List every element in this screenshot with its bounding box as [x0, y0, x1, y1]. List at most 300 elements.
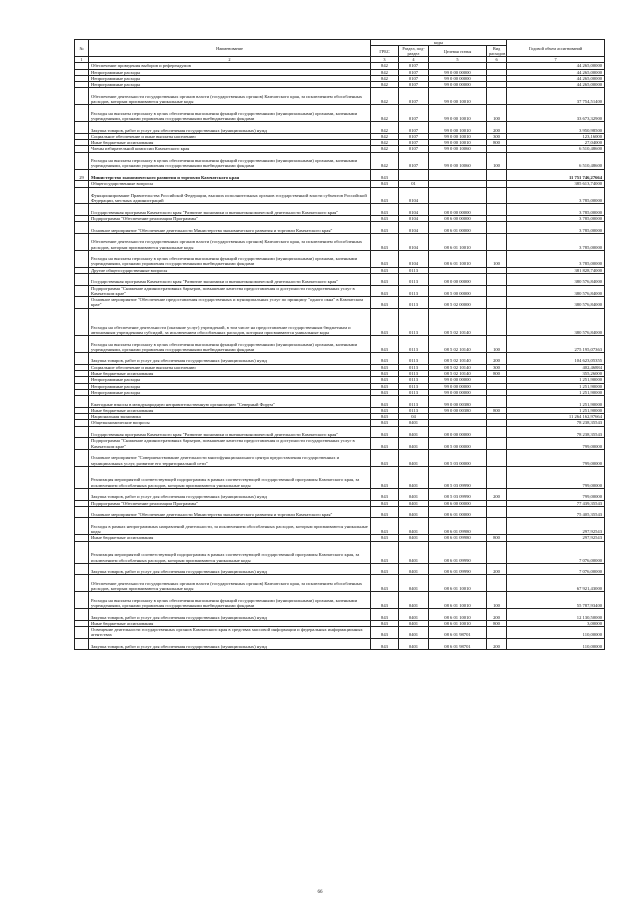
row-amount: 3 950,98500: [507, 122, 605, 134]
row-tsel: 08 5 02 10140: [429, 336, 487, 353]
row-tsel: 08 5 03 00000: [429, 449, 487, 466]
row-vid: [487, 88, 507, 105]
row-name: Общеэкономические вопросы: [89, 420, 371, 426]
row-vid: [487, 204, 507, 216]
row-grbs: 843: [371, 273, 399, 285]
row-vid: [487, 396, 507, 408]
row-tsel: 99 0 00 10010: [429, 122, 487, 134]
row-razd: 0107: [399, 122, 429, 134]
row-vid: 200: [487, 122, 507, 134]
row-number: [75, 488, 89, 500]
row-vid: 800: [487, 140, 507, 146]
row-grbs: 843: [371, 383, 399, 389]
row-razd: 0104: [399, 250, 429, 267]
row-name: Непрограммные расходы: [89, 377, 371, 383]
table-body: [75, 57, 605, 650]
budget-table: [74, 39, 605, 650]
row-name: Иные бюджетные ассигнования: [89, 535, 371, 541]
row-number: [75, 466, 89, 488]
row-grbs: 843: [371, 518, 399, 535]
row-razd: 0401: [399, 609, 429, 621]
row-tsel: 99 0 00 10010: [429, 133, 487, 139]
row-vid: 100: [487, 152, 507, 169]
header-amount: Годовой объем ассигнований: [507, 40, 605, 57]
row-amount: 297,92543: [507, 518, 605, 535]
row-number: [75, 297, 89, 309]
row-amount: 3 785,00000: [507, 204, 605, 216]
row-tsel: 08 6 01 10010: [429, 609, 487, 621]
row-amount: 3 785,00000: [507, 216, 605, 222]
row-amount: 7 076,00000: [507, 541, 605, 563]
row-name: Государственная программа Камчатского края "Развитие экономики и внешнеэкономической деятельности Камчатского края": [89, 273, 371, 285]
row-amount: 123,16000: [507, 133, 605, 139]
row-name: Государственная программа Камчатского края "Развитие экономики и внешнеэкономической деятельности Камчатского края": [89, 204, 371, 216]
row-tsel: 99 0 00 00000: [429, 75, 487, 81]
row-razd: 0107: [399, 133, 429, 139]
table-row: [75, 638, 605, 650]
row-name: Расходы в рамках непрограммных направлений деятельности, за исключением обособленных расходов, которым присваиваются уникальные коды: [89, 518, 371, 535]
row-vid: 800: [487, 535, 507, 541]
row-name: Общегосударственные вопросы: [89, 181, 371, 187]
row-number: [75, 273, 89, 285]
row-tsel: [429, 187, 487, 204]
row-name: Реализация мероприятий соответствующей подпрограммы в рамках соответствующей государственной программы Камчатского края, за исключением обособленных расходов, которым присваиваются уникальные коды: [89, 466, 371, 488]
row-name: Обеспечение проведения выборов и референдумов: [89, 63, 371, 69]
row-tsel: 99 0 00 00380: [429, 396, 487, 408]
row-name: Расходы на выплаты персоналу в целях обеспечения выполнения функций государственными (муниципальными) органами, казенными учреждениями, органами управления государственными внебюджетными фондами: [89, 152, 371, 169]
table-row: [75, 233, 605, 250]
row-vid: [487, 541, 507, 563]
row-tsel: 08 5 02 00000: [429, 297, 487, 309]
row-grbs: 843: [371, 609, 399, 621]
row-number: [75, 285, 89, 297]
row-grbs: 843: [371, 267, 399, 273]
row-amount: 1 251,90000: [507, 389, 605, 395]
row-amount: 402,46884: [507, 364, 605, 370]
row-grbs: 843: [371, 222, 399, 234]
row-number: [75, 426, 89, 438]
row-grbs: 843: [371, 181, 399, 187]
row-razd: 0401: [399, 466, 429, 488]
row-grbs: 843: [371, 204, 399, 216]
row-razd: 0113: [399, 273, 429, 285]
row-vid: [487, 169, 507, 181]
row-razd: 0113: [399, 407, 429, 413]
row-amount: 380 576,84000: [507, 273, 605, 285]
row-razd: 0113: [399, 377, 429, 383]
row-name: Непрограммные расходы: [89, 82, 371, 88]
row-amount: 7 076,00000: [507, 563, 605, 575]
row-vid: [487, 518, 507, 535]
row-vid: 200: [487, 563, 507, 575]
row-number: [75, 353, 89, 365]
row-razd: 0113: [399, 336, 429, 353]
row-razd: 0104: [399, 222, 429, 234]
row-grbs: 843: [371, 500, 399, 506]
row-tsel: 08 5 00 00000: [429, 285, 487, 297]
row-tsel: 08 5 02 10140: [429, 364, 487, 370]
table-row: [75, 336, 605, 353]
table-row: [75, 187, 605, 204]
row-grbs: 843: [371, 216, 399, 222]
row-grbs: 842: [371, 82, 399, 88]
row-amount: 3,00000: [507, 620, 605, 626]
row-amount: 37 754,51400: [507, 88, 605, 105]
row-amount: 3 785,00000: [507, 233, 605, 250]
header-vid: Вид расходов: [487, 46, 507, 57]
row-razd: 0113: [399, 353, 429, 365]
index-cell: 5: [429, 57, 487, 63]
row-grbs: 843: [371, 620, 399, 626]
row-name: Непрограммные расходы: [89, 69, 371, 75]
row-amount: 6 510,48600: [507, 146, 605, 152]
row-razd: 0401: [399, 518, 429, 535]
row-grbs: 842: [371, 88, 399, 105]
row-number: [75, 592, 89, 609]
row-number: [75, 609, 89, 621]
row-name: Непрограммные расходы: [89, 75, 371, 81]
row-name: Закупка товаров, работ и услуг для обеспечения государственных (муниципальных) нужд: [89, 609, 371, 621]
row-razd: 0113: [399, 383, 429, 389]
row-razd: [399, 169, 429, 181]
row-amount: 3 785,00000: [507, 187, 605, 204]
row-tsel: 08 5 00 00000: [429, 438, 487, 450]
row-vid: [487, 297, 507, 309]
row-amount: 33 673,32900: [507, 105, 605, 122]
row-grbs: 843: [371, 250, 399, 267]
row-vid: [487, 426, 507, 438]
row-number: [75, 152, 89, 169]
row-vid: [487, 466, 507, 488]
row-number: [75, 233, 89, 250]
row-razd: 0401: [399, 638, 429, 650]
row-amount: 55 787,93400: [507, 592, 605, 609]
table-row: [75, 541, 605, 563]
row-vid: 100: [487, 105, 507, 122]
row-amount: 380 576,84000: [507, 308, 605, 336]
row-vid: 200: [487, 638, 507, 650]
row-amount: 799,00000: [507, 449, 605, 466]
row-amount: 3 785,00000: [507, 250, 605, 267]
row-grbs: 842: [371, 133, 399, 139]
row-tsel: 08 6 01 10010: [429, 575, 487, 592]
row-amount: 67 921,43000: [507, 575, 605, 592]
row-vid: 300: [487, 133, 507, 139]
row-name: Иные бюджетные ассигнования: [89, 140, 371, 146]
row-razd: 04: [399, 414, 429, 420]
table-row: [75, 466, 605, 488]
row-grbs: 843: [371, 371, 399, 377]
row-number: [75, 438, 89, 450]
row-razd: 0107: [399, 146, 429, 152]
row-vid: 100: [487, 250, 507, 267]
row-amount: 799,00000: [507, 438, 605, 450]
row-amount: 385 613,74000: [507, 181, 605, 187]
row-tsel: 08 6 01 98701: [429, 627, 487, 639]
row-vid: [487, 285, 507, 297]
row-amount: 799,00000: [507, 466, 605, 488]
row-tsel: 08 6 01 09980: [429, 535, 487, 541]
row-grbs: 843: [371, 187, 399, 204]
row-razd: 0113: [399, 267, 429, 273]
table-row: [75, 273, 605, 285]
row-grbs: 843: [371, 407, 399, 413]
row-tsel: 08 6 01 09990: [429, 563, 487, 575]
header-grbs: ГРБС: [371, 46, 399, 57]
row-amount: 1 251,90000: [507, 407, 605, 413]
row-number: 29: [75, 169, 89, 181]
row-tsel: 99 0 00 00000: [429, 383, 487, 389]
row-vid: [487, 308, 507, 336]
row-grbs: 843: [371, 336, 399, 353]
row-grbs: 842: [371, 152, 399, 169]
row-vid: [487, 575, 507, 592]
row-name: Основное мероприятие "Обеспечение предоставления государственных и муниципальных услуг по принципу "одного окна" в Камчатском крае": [89, 297, 371, 309]
header-no: №: [75, 40, 89, 57]
row-razd: 0401: [399, 620, 429, 626]
row-grbs: 843: [371, 414, 399, 420]
table-row: [75, 222, 605, 234]
header-tsel: Целевая статья: [429, 46, 487, 57]
table-row: [75, 308, 605, 336]
row-tsel: 08 6 00 00000: [429, 500, 487, 506]
table-row: [75, 396, 605, 408]
row-name: Закупка товаров, работ и услуг для обеспечения государственных (муниципальных) нужд: [89, 353, 371, 365]
row-name: Подпрограмма "Обеспечение реализации Программы": [89, 500, 371, 506]
row-amount: 1 251,90000: [507, 383, 605, 389]
row-razd: 0107: [399, 88, 429, 105]
row-razd: 0401: [399, 438, 429, 450]
row-name: Закупка товаров, работ и услуг для обеспечения государственных (муниципальных) нужд: [89, 488, 371, 500]
row-amount: 11 264 162,97664: [507, 414, 605, 420]
row-amount: 12 130,50000: [507, 609, 605, 621]
header-razd: Раздел, под-раздел: [399, 46, 429, 57]
row-razd: 0401: [399, 541, 429, 563]
row-tsel: 08 5 02 10140: [429, 353, 487, 365]
table-row: [75, 426, 605, 438]
row-tsel: [429, 169, 487, 181]
row-vid: 800: [487, 620, 507, 626]
row-amount: 6 510,48600: [507, 152, 605, 169]
row-tsel: 08 0 00 00000: [429, 204, 487, 216]
row-number: [75, 88, 89, 105]
table-row: [75, 169, 605, 181]
row-vid: [487, 187, 507, 204]
row-grbs: 843: [371, 627, 399, 639]
row-razd: 0107: [399, 69, 429, 75]
row-vid: [487, 222, 507, 234]
row-grbs: 842: [371, 122, 399, 134]
row-vid: 800: [487, 371, 507, 377]
table-row: [75, 575, 605, 592]
table-row: [75, 285, 605, 297]
row-tsel: 08 6 00 00000: [429, 216, 487, 222]
header-codes: коды: [371, 40, 507, 46]
row-name: Функционирование Правительства Российской Федерации, высших исполнительных органов государственной власти субъектов Российской Федерации, местных администраций: [89, 187, 371, 204]
index-cell: 1: [75, 57, 89, 63]
row-number: [75, 308, 89, 336]
row-grbs: 843: [371, 364, 399, 370]
header-name: Наименование: [89, 40, 371, 57]
row-tsel: 08 6 01 98701: [429, 638, 487, 650]
row-grbs: 843: [371, 535, 399, 541]
row-razd: 0401: [399, 500, 429, 506]
row-grbs: 843: [371, 285, 399, 297]
row-number: [75, 396, 89, 408]
row-grbs: 843: [371, 449, 399, 466]
row-amount: 78 238,35543: [507, 420, 605, 426]
row-vid: 200: [487, 353, 507, 365]
row-razd: 0401: [399, 426, 429, 438]
row-grbs: 843: [371, 396, 399, 408]
row-amount: 3 785,00000: [507, 222, 605, 234]
row-name: Государственная программа Камчатского края "Развитие экономики и внешнеэкономической деятельности Камчатского края": [89, 426, 371, 438]
row-razd: 0401: [399, 627, 429, 639]
row-amount: 110,00000: [507, 627, 605, 639]
row-grbs: 843: [371, 563, 399, 575]
index-cell: 6: [487, 57, 507, 63]
row-tsel: 99 0 00 00000: [429, 69, 487, 75]
row-amount: 44 265,00000: [507, 69, 605, 75]
row-number: [75, 187, 89, 204]
index-cell: 2: [89, 57, 371, 63]
table-row: [75, 563, 605, 575]
row-amount: 78 238,35543: [507, 426, 605, 438]
row-number: [75, 575, 89, 592]
row-grbs: 843: [371, 438, 399, 450]
row-grbs: 843: [371, 592, 399, 609]
row-razd: 0113: [399, 396, 429, 408]
row-vid: 100: [487, 336, 507, 353]
row-razd: 0113: [399, 297, 429, 309]
row-razd: 0107: [399, 140, 429, 146]
row-name: Иные бюджетные ассигнования: [89, 371, 371, 377]
row-tsel: 99 0 00 10010: [429, 105, 487, 122]
row-razd: 0401: [399, 535, 429, 541]
row-vid: [487, 273, 507, 285]
row-name: Обеспечение деятельности государственных органов власти (государственных органов) Камчатского края, за исключением обособленных расходов, которым присваиваются уникальные коды: [89, 575, 371, 592]
row-grbs: 842: [371, 105, 399, 122]
table-row: [75, 438, 605, 450]
row-amount: 1 251,90000: [507, 377, 605, 383]
row-number: [75, 122, 89, 134]
table-row: [75, 627, 605, 639]
table-row: [75, 518, 605, 535]
row-name: Расходы на обеспечение деятельности (оказание услуг) учреждений, в том числе на предоставление государственным бюджетным и автономным учреждениям субсидий, за исключением обособленных расходов, которым присваиваются уникальные коды: [89, 308, 371, 336]
row-razd: 0401: [399, 592, 429, 609]
row-name: Министерство экономического развития и торговли Камчатского края: [89, 169, 371, 181]
row-razd: 0104: [399, 216, 429, 222]
row-razd: 0113: [399, 389, 429, 395]
table-row: [75, 250, 605, 267]
row-grbs: 843: [371, 575, 399, 592]
row-tsel: 08 6 01 10010: [429, 233, 487, 250]
table-row: [75, 88, 605, 105]
row-grbs: 842: [371, 140, 399, 146]
row-amount: 75 405,35543: [507, 506, 605, 518]
row-number: [75, 627, 89, 639]
index-cell: 7: [507, 57, 605, 63]
row-razd: 0401: [399, 449, 429, 466]
row-number: [75, 204, 89, 216]
row-grbs: 843: [371, 638, 399, 650]
row-razd: 0401: [399, 488, 429, 500]
row-grbs: 843: [371, 506, 399, 518]
row-name: Основное мероприятие "Обеспечение деятельности Министерства экономического развития и торговли Камчатского края": [89, 506, 371, 518]
row-grbs: 843: [371, 389, 399, 395]
row-name: Основное мероприятие "Совершенствование деятельности многофункционального центра предоставления государственных и муниципальных услуг, развитие его территориальной сети": [89, 449, 371, 466]
row-amount: 27,04000: [507, 140, 605, 146]
row-name: Члены избирательной комиссии Камчатского края: [89, 146, 371, 152]
table-row: [75, 122, 605, 134]
row-name: Основное мероприятие "Обеспечение деятельности Министерства экономического развития и торговли Камчатского края": [89, 222, 371, 234]
row-number: [75, 541, 89, 563]
row-name: Ежегодные взносы в международную неправительственную организацию "Северный Форум": [89, 396, 371, 408]
row-tsel: 08 6 01 00000: [429, 506, 487, 518]
row-grbs: 843: [371, 466, 399, 488]
row-number: [75, 449, 89, 466]
table-row: [75, 592, 605, 609]
row-name: Расходы на выплаты персоналу в целях обеспечения выполнения функций государственными (муниципальными) органами, казенными учреждениями, органами управления государственными внебюджетными фондами: [89, 105, 371, 122]
row-razd: 0113: [399, 308, 429, 336]
row-number: [75, 105, 89, 122]
row-name: Непрограммные расходы: [89, 383, 371, 389]
row-grbs: 842: [371, 63, 399, 69]
row-amount: 799,00000: [507, 488, 605, 500]
table-row: [75, 204, 605, 216]
row-tsel: 08 5 03 09990: [429, 466, 487, 488]
row-razd: 0401: [399, 506, 429, 518]
row-tsel: 08 6 01 10010: [429, 620, 487, 626]
row-tsel: 08 0 00 00000: [429, 426, 487, 438]
row-tsel: 99 0 00 10060: [429, 146, 487, 152]
row-amount: 380 576,84000: [507, 297, 605, 309]
table-row: [75, 609, 605, 621]
row-amount: 11 751 746,27664: [507, 169, 605, 181]
row-number: [75, 336, 89, 353]
row-grbs: 843: [371, 297, 399, 309]
row-tsel: 99 0 00 00000: [429, 82, 487, 88]
row-tsel: 08 6 01 10010: [429, 592, 487, 609]
row-razd: 0107: [399, 63, 429, 69]
row-vid: 200: [487, 488, 507, 500]
row-tsel: 99 0 00 00380: [429, 407, 487, 413]
row-name: Закупка товаров, работ и услуг для обеспечения государственных (муниципальных) нужд: [89, 122, 371, 134]
table-row: [75, 506, 605, 518]
row-name: Иные бюджетные ассигнования: [89, 407, 371, 413]
row-tsel: 08 6 01 00000: [429, 222, 487, 234]
row-razd: 01: [399, 181, 429, 187]
row-name: Закупка товаров, работ и услуг для обеспечения государственных (муниципальных) нужд: [89, 563, 371, 575]
row-tsel: 99 0 00 00000: [429, 389, 487, 395]
row-grbs: 843: [371, 233, 399, 250]
page-number: 66: [317, 890, 323, 895]
row-amount: 381 828,74000: [507, 267, 605, 273]
row-razd: 0107: [399, 75, 429, 81]
index-cell: 4: [399, 57, 429, 63]
row-grbs: 843: [371, 353, 399, 365]
row-grbs: 843: [371, 169, 399, 181]
row-grbs: 843: [371, 308, 399, 336]
row-grbs: 842: [371, 69, 399, 75]
row-amount: 110,00000: [507, 638, 605, 650]
row-amount: 44 265,00000: [507, 82, 605, 88]
row-amount: 44 265,00000: [507, 63, 605, 69]
row-name: Подпрограмма "Снижение административных барьеров, повышение качества предоставления и доступности государственных услуг в Камчатском крае": [89, 438, 371, 450]
table-row: [75, 105, 605, 122]
row-name: Расходы на выплаты персоналу в целях обеспечения выполнения функций государственными (муниципальными) органами, казенными учреждениями, органами управления государственными внебюджетными фондами: [89, 336, 371, 353]
row-vid: [487, 506, 507, 518]
